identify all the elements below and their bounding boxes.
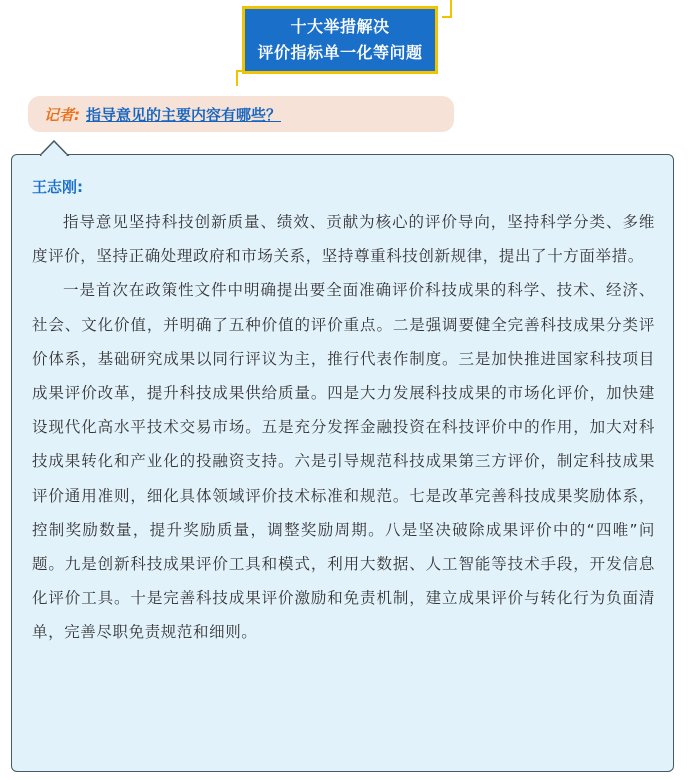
title-frame [236, 0, 456, 86]
answer-card [11, 154, 674, 772]
section-title-line-1: 十大举措解决 [290, 17, 390, 36]
answer-paragraph-1: 指导意见坚持科技创新质量、绩效、贡献为核心的评价导向，坚持科学分类、多维度评价，坚持正确处理政府和市场关系，坚持尊重科技创新规律，提出了十方面举措。 [32, 213, 655, 266]
answer-paragraph-2: 一是首次在政策性文件中明确提出要全面准确评价科技成果的科学、技术、经济、社会、文化价值，并明确了五种价值的评价重点。二是强调要健全完善科技成果分类评价体系，基础研究成果以同行评议为主，推行代表作制度。三是加快推进国家科技项目成果评价改革，提升科技成果供给质量。四是大力发展科技成果的市场化评价，加快建设现代化高水平技术交易市场。五是充分发挥金融投资在科技评价中的作用，加大对科技成果转化和产业化的投融资支持。六是引导规范科技成果第三方评价，制定科技成果评价通用准则，细化具体领域评价技术标准和规范。七是改革完善科技成果奖励体系，控制奖励数量，提升奖励质量，调整奖励周期。八是坚决破除成果评价中的“四唯”问题。九是创新科技成果评价工具和模式，利用大数据、人工智能等技术手段，开发信息化评价工具。十是完善科技成果评价激励和免责机制，建立成果评价与转化行为负面清单，完善尽职免责规范和细则。 [32, 281, 655, 642]
section-title-line-2: 评价指标单一化等问题 [257, 43, 423, 62]
question-pill [28, 96, 454, 132]
section-title-box [242, 6, 438, 74]
speech-pointer-icon [40, 140, 80, 156]
speaker-name: 王志刚: [32, 178, 83, 196]
decorative-corner-top-right [442, 0, 452, 18]
question-link[interactable]: 指导意见的主要内容有哪些？ [86, 105, 282, 124]
reporter-label: 记者: [44, 105, 80, 124]
